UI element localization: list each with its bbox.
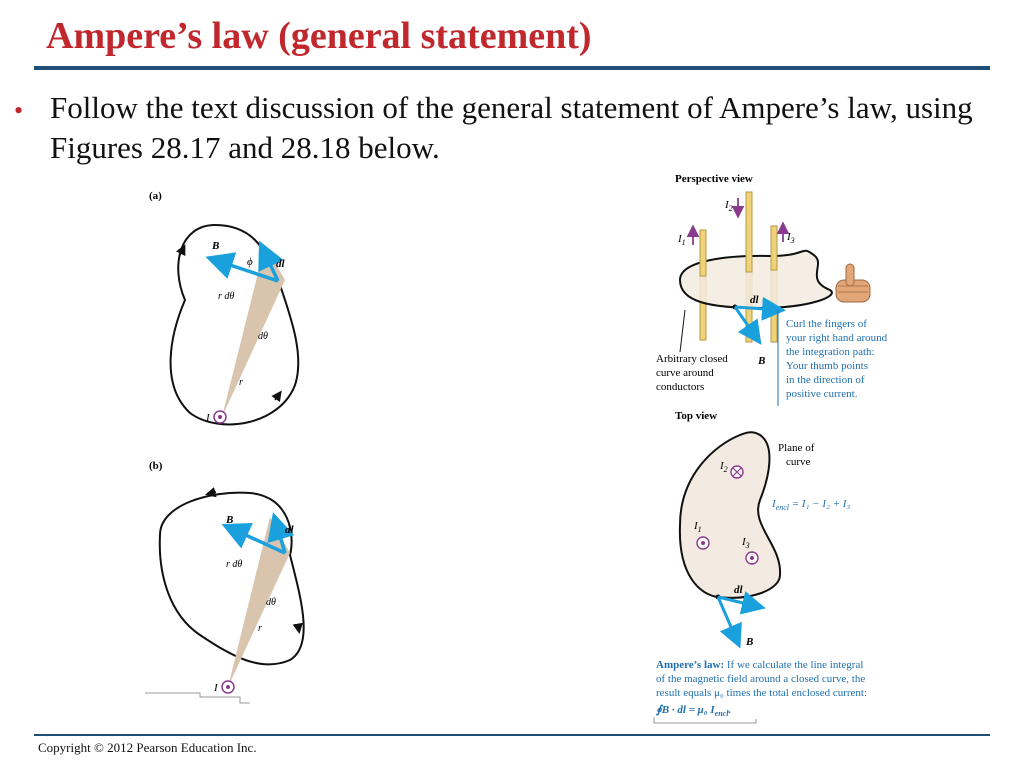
label-current: I <box>206 412 210 424</box>
current-out-dot <box>218 415 222 419</box>
label-phi: ϕ <box>247 256 253 268</box>
title-divider <box>34 66 990 70</box>
bullet-marker: • <box>14 96 24 125</box>
top-view-figure <box>640 405 910 655</box>
label-b: B <box>758 355 766 367</box>
current-into-icon <box>731 466 743 478</box>
current-out-dot <box>750 556 754 560</box>
perspective-figure <box>640 170 900 410</box>
direction-arrow <box>275 393 280 400</box>
callout-line <box>680 310 685 352</box>
label-b: B <box>226 514 234 526</box>
label-dl: dl <box>750 294 759 306</box>
bullet-text: Follow the text discussion of the general statement of Ampere’s law, using Figures 28.17 and 28.18 below. <box>50 90 973 165</box>
integration-plane <box>680 432 780 598</box>
angle-wedge <box>222 245 285 417</box>
label-dl: dl <box>276 258 285 270</box>
figure-b-label: (b) <box>149 460 163 472</box>
figure-a-label: (a) <box>149 190 162 202</box>
figure-a <box>140 185 320 435</box>
amperes-law-text: Ampere’s law: If we calculate the line integral of the magnetic field around a closed curve, the result equals μ₀ times the total enclosed current: <box>656 659 868 699</box>
copyright-text: Copyright © 2012 Pearson Education Inc. <box>38 740 257 755</box>
label-dl: dl <box>285 524 294 536</box>
footer-divider <box>34 734 990 736</box>
label-r-dtheta: r dθ <box>218 291 235 302</box>
label-current: I <box>214 682 218 694</box>
figure-b <box>140 455 330 710</box>
equation-box <box>654 717 756 723</box>
conductor-top <box>771 226 777 270</box>
thumb-note: Curl the fingers of your right hand around the integration path: Your thumb points in the direction of positive current. <box>786 318 888 400</box>
enclosed-current-equation: $I_{encl} = I_1 - I_2 + I_3$ <box>772 498 851 512</box>
label-dtheta: dθ <box>258 331 268 342</box>
slide-title: Ampere’s law (general statement) <box>46 15 592 57</box>
amperes-law-caption <box>650 655 920 727</box>
label-r: r <box>258 623 262 634</box>
current-out-dot <box>226 685 230 689</box>
label-i3: $I_3$ <box>742 536 750 550</box>
label-i3: $I_3$ <box>787 231 795 245</box>
direction-arrow <box>298 625 299 631</box>
amperes-law-equation: ∮B · dl = μ₀ $I_{encl}$. <box>656 704 732 718</box>
label-r-dtheta: r dθ <box>226 559 243 570</box>
current-out-dot <box>701 541 705 545</box>
label-b: B <box>212 240 220 252</box>
label-b: B <box>746 636 754 648</box>
top-view-heading: Top view <box>675 410 718 422</box>
label-r: r <box>239 377 243 388</box>
ground-line <box>145 693 250 703</box>
label-i2: $I_2$ <box>720 460 728 474</box>
perspective-heading: Perspective view <box>675 173 753 185</box>
label-dtheta: dθ <box>266 597 276 608</box>
label-i1: $I_1$ <box>678 233 686 247</box>
label-dl: dl <box>734 584 743 596</box>
label-i2: $I_2$ <box>725 199 733 213</box>
conductor-top <box>746 192 752 272</box>
conductor-top <box>700 230 706 276</box>
label-i1: $I_1$ <box>694 520 702 534</box>
plane-note: Plane of curve <box>778 442 815 468</box>
right-hand-thumb-icon <box>836 264 870 302</box>
curve-note: Arbitrary closed curve around conductors <box>656 353 728 393</box>
b-vector-arrow <box>718 597 738 643</box>
